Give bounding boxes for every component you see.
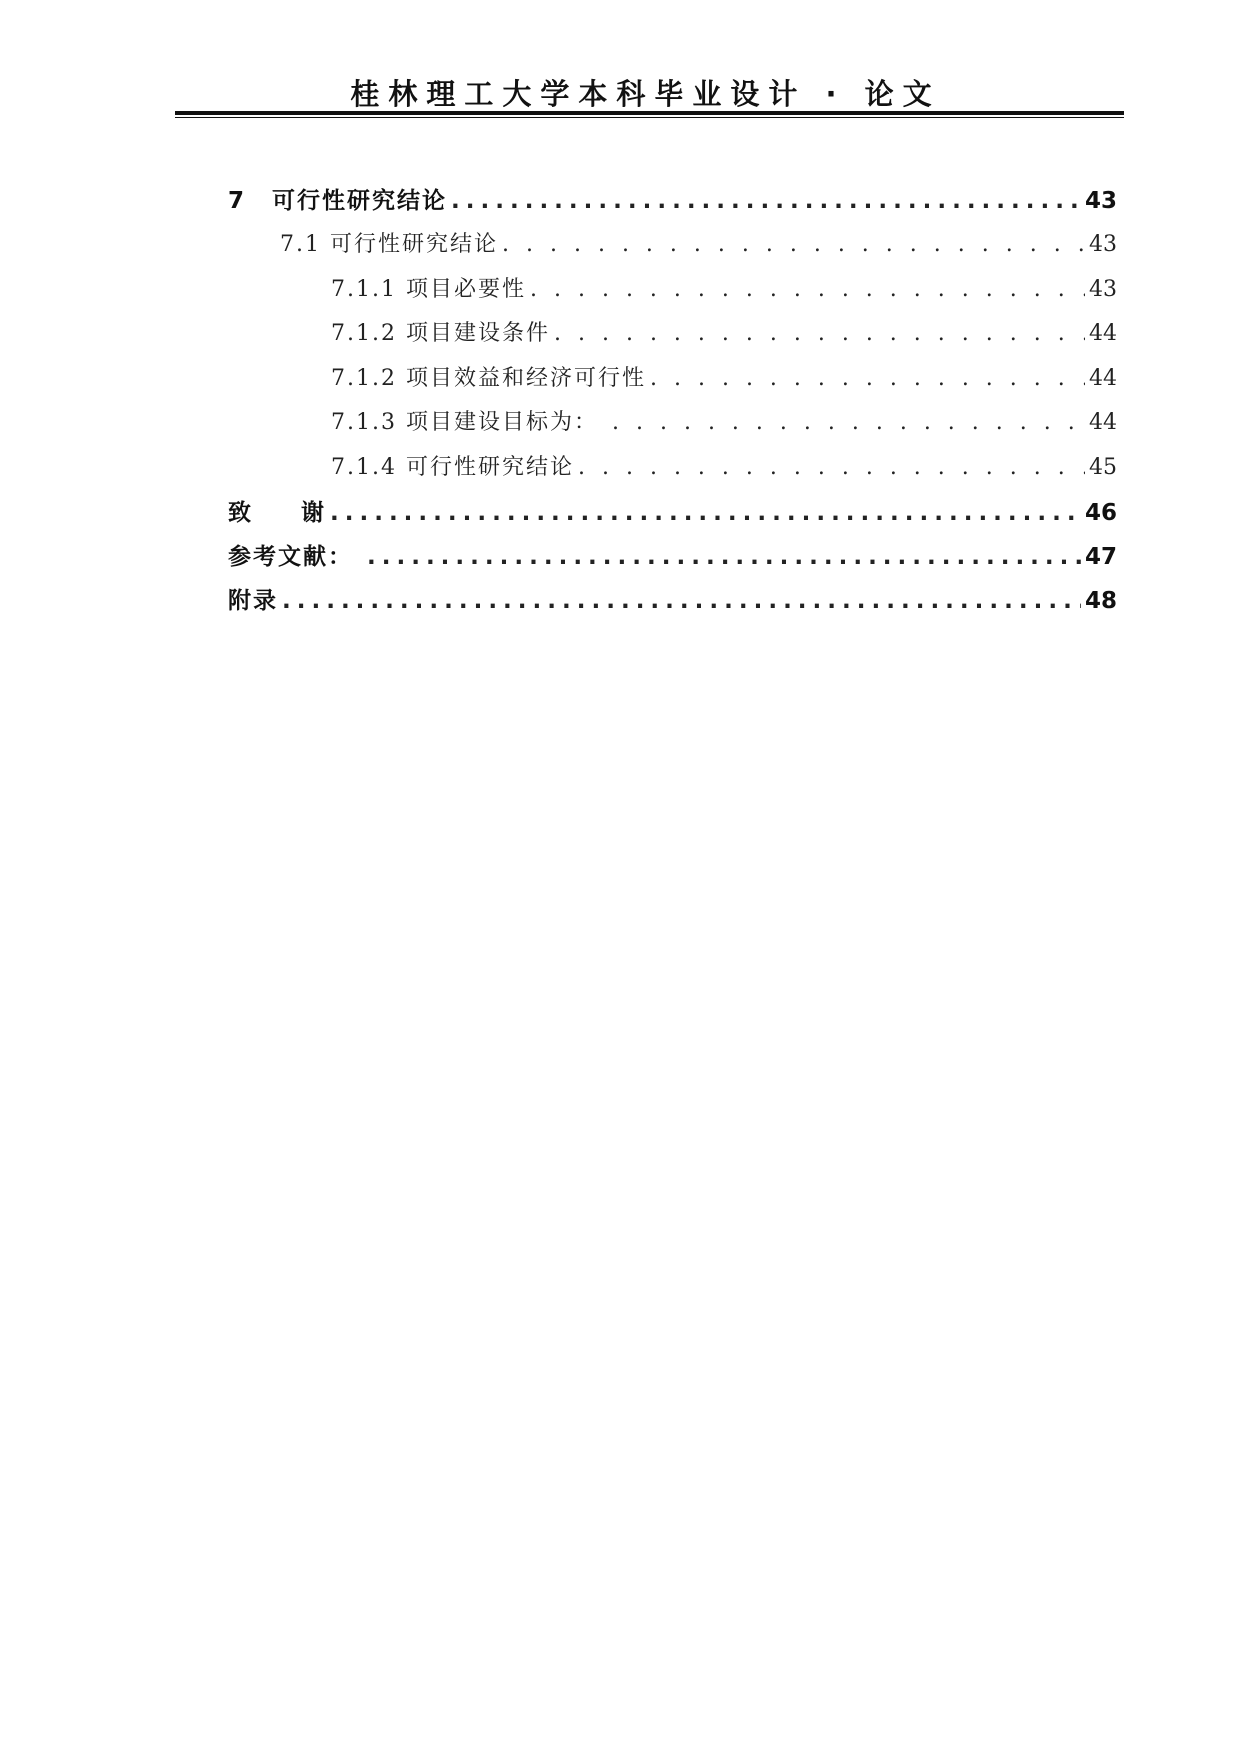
- toc-page-number: 43: [1084, 188, 1117, 214]
- toc-entry-number: 7: [228, 188, 247, 214]
- toc-entry-number: 7.1.4: [331, 455, 397, 480]
- toc-leader-dots: [530, 273, 1085, 307]
- toc-entry-number: 7.1: [280, 232, 321, 257]
- toc-entry-title: 可行性研究结论: [405, 455, 574, 480]
- toc-leader-dots: [578, 451, 1085, 485]
- toc-leader-dots: [612, 406, 1085, 440]
- toc-entry-title: 项目建设目标为：: [405, 410, 598, 435]
- toc-page-number: 44: [1089, 410, 1117, 435]
- toc-entry-title: 参考文献：: [228, 544, 353, 570]
- toc-page-number: 44: [1089, 321, 1117, 346]
- toc-entry-7-1-2-benefits[interactable]: [331, 362, 1117, 396]
- toc-page-number: 46: [1084, 500, 1117, 526]
- header-rule-thin: [175, 117, 1124, 118]
- toc-entry-7-1-1[interactable]: [331, 273, 1117, 307]
- toc-entry-acknowledgements[interactable]: [228, 496, 1117, 530]
- toc-entry-label: [331, 451, 574, 485]
- toc-entry-title-part1: 致: [228, 500, 253, 526]
- toc-entry-number: 7.1.2: [331, 321, 397, 346]
- toc-entry-title-part2: 谢: [301, 500, 326, 526]
- toc-entry-number: 7.1.2: [331, 366, 397, 391]
- toc-leader-dots: [650, 362, 1085, 396]
- toc-entry-title: 附录: [228, 588, 278, 614]
- toc-leader-dots: [451, 184, 1081, 218]
- toc-page-number: 43: [1089, 232, 1117, 257]
- toc-entry-number: 7.1.1: [331, 277, 397, 302]
- toc-page-number: 45: [1089, 455, 1117, 480]
- toc-leader-dots: [502, 228, 1085, 262]
- toc-page-number: 43: [1089, 277, 1117, 302]
- toc-entry-chapter-7[interactable]: [228, 184, 1117, 218]
- toc-entry-label: [228, 584, 278, 618]
- toc-entry-label: [228, 184, 447, 218]
- toc-entry-7-1[interactable]: [280, 228, 1117, 262]
- toc-page-number: 47: [1084, 544, 1117, 570]
- toc-entry-title: 项目建设条件: [405, 321, 550, 346]
- toc-entry-title: 项目效益和经济可行性: [405, 366, 646, 391]
- toc-entry-title: 可行性研究结论: [272, 188, 448, 214]
- toc-entry-label: [331, 317, 550, 351]
- toc-page-number: 44: [1089, 366, 1117, 391]
- toc-page-number: 48: [1084, 588, 1117, 614]
- header-title: 桂林理工大学本科毕业设计 · 论文: [350, 77, 941, 111]
- toc-entry-number: 7.1.3: [331, 410, 397, 435]
- toc-entry-appendix[interactable]: [228, 584, 1117, 618]
- toc-leader-dots: [554, 317, 1085, 351]
- header-rule-thick: [175, 111, 1124, 115]
- toc-entry-label: [331, 406, 598, 440]
- toc-entry-label: [280, 228, 498, 262]
- toc-entry-7-1-3[interactable]: [331, 406, 1117, 440]
- toc-leader-dots: [330, 496, 1081, 530]
- toc-entry-label: [331, 273, 526, 307]
- toc-entry-label: [331, 362, 646, 396]
- toc-entry-label: [228, 540, 353, 574]
- toc-leader-dots: [367, 540, 1081, 574]
- toc-leader-dots: [282, 584, 1081, 618]
- toc-entry-7-1-2-conditions[interactable]: [331, 317, 1117, 351]
- toc-entry-label: [228, 496, 326, 530]
- toc-entry-title: 项目必要性: [405, 277, 526, 302]
- toc-entry-title: 可行性研究结论: [330, 232, 499, 257]
- toc-entry-references[interactable]: [228, 540, 1117, 574]
- toc-entry-7-1-4[interactable]: [331, 451, 1117, 485]
